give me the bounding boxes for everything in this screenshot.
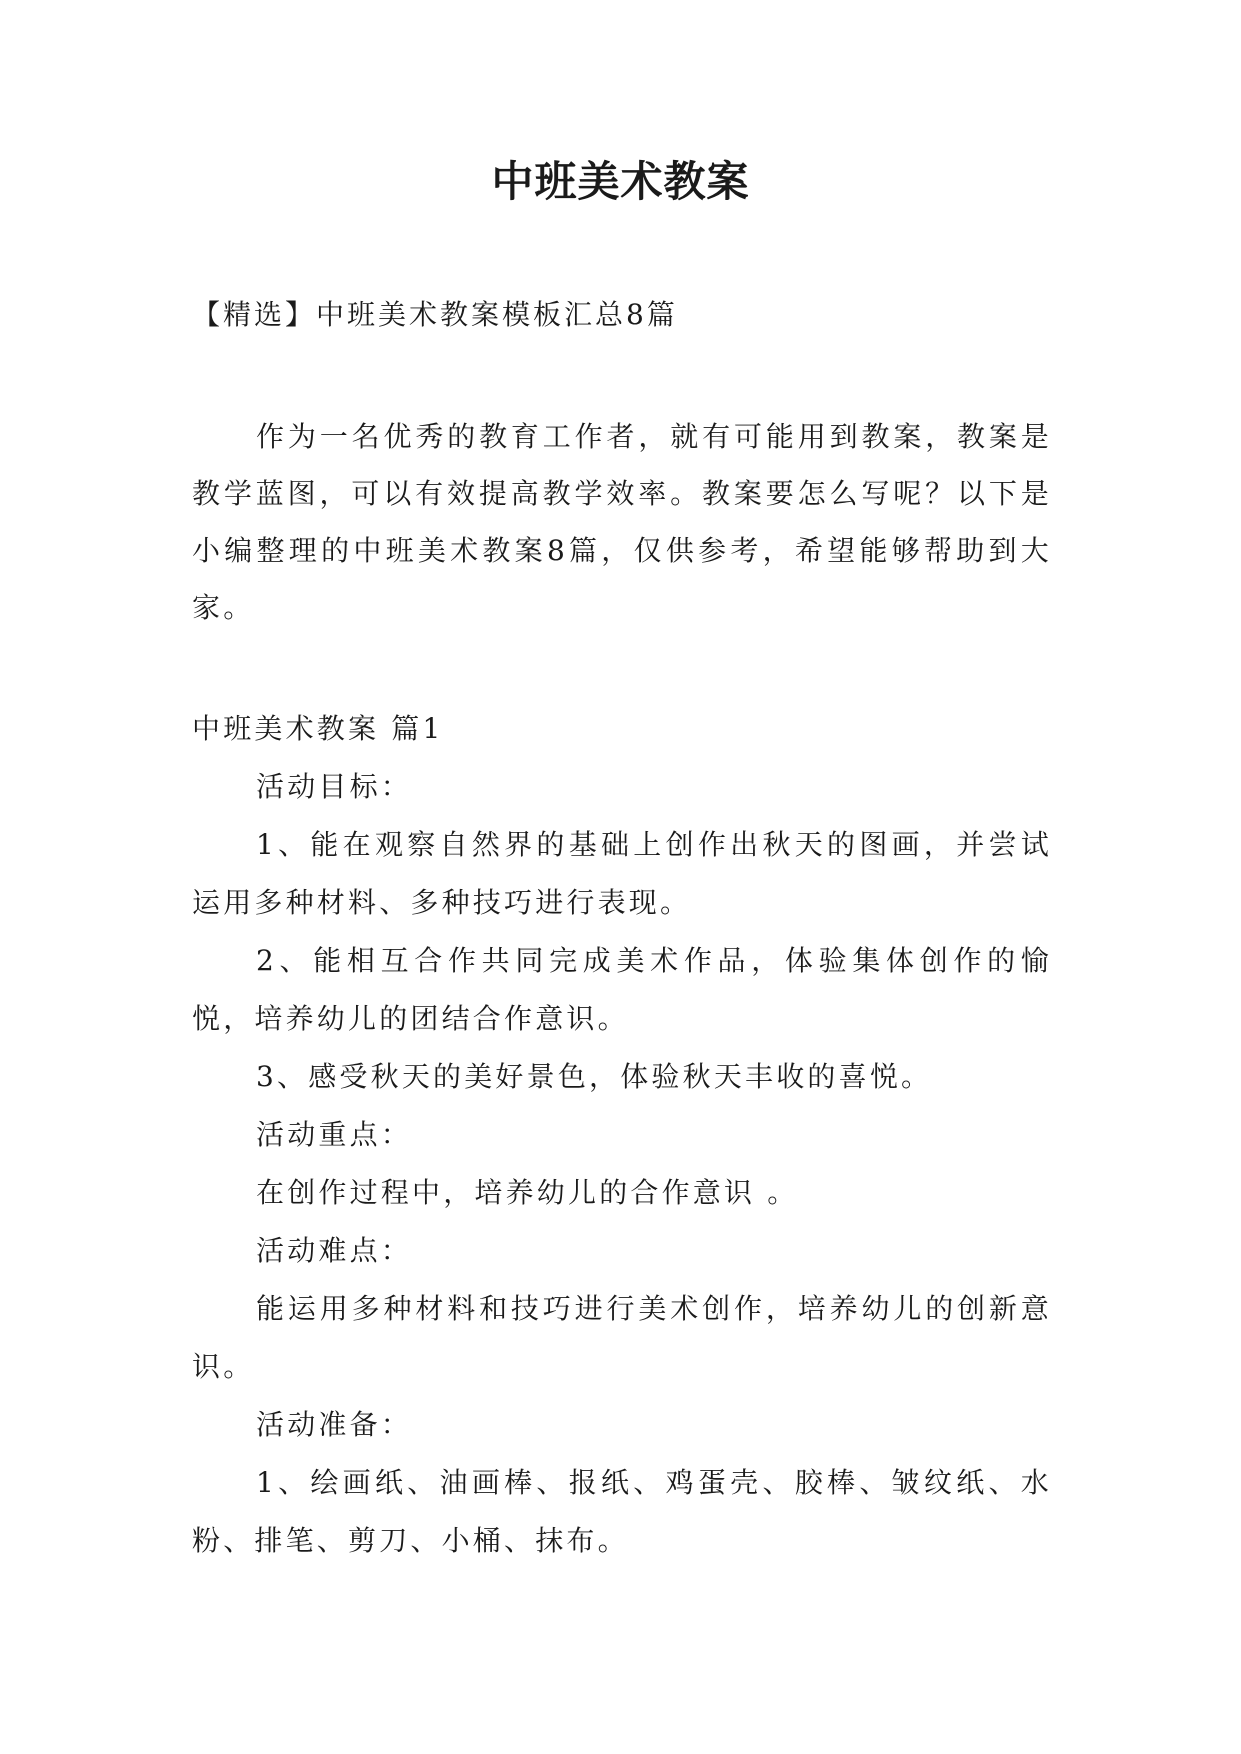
paragraph-difficulty-label: 活动难点： [256, 1234, 413, 1267]
section-heading: 中班美术教案 篇1 [192, 712, 444, 745]
paragraph-goal-1: 1、能在观察自然界的基础上创作出秋天的图画，并尝试运用多种材料、多种技巧进行表现。 [192, 828, 1052, 919]
paragraph-goal-3: 3、感受秋天的美好景色，体验秋天丰收的喜悦。 [256, 1060, 933, 1093]
paragraph-key-point-label: 活动重点： [256, 1118, 413, 1151]
paragraph-preparation-label: 活动准备： [256, 1408, 413, 1441]
paragraph-difficulty: 能运用多种材料和技巧进行美术创作，培养幼儿的创新意识。 [192, 1292, 1052, 1383]
paragraph-goals-label: 活动目标： [256, 770, 413, 803]
document-subtitle: 【精选】中班美术教案模板汇总8篇 [192, 298, 678, 331]
paragraph-preparation-1: 1、绘画纸、油画棒、报纸、鸡蛋壳、胶棒、皱纹纸、水粉、排笔、剪刀、小桶、抹布。 [192, 1466, 1052, 1557]
paragraph-key-point: 在创作过程中，培养幼儿的合作意识 。 [256, 1176, 799, 1209]
document-title: 中班美术教案 [491, 157, 750, 206]
section-1 [192, 700, 1052, 1570]
intro-paragraph: 作为一名优秀的教育工作者，就有可能用到教案，教案是教学蓝图，可以有效提高教学效率。教案要怎么写呢？以下是小编整理的中班美术教案8篇，仅供参考，希望能够帮助到大家。 [192, 420, 1052, 624]
paragraph-goal-2: 2、能相互合作共同完成美术作品，体验集体创作的愉悦，培养幼儿的团结合作意识。 [192, 944, 1052, 1035]
